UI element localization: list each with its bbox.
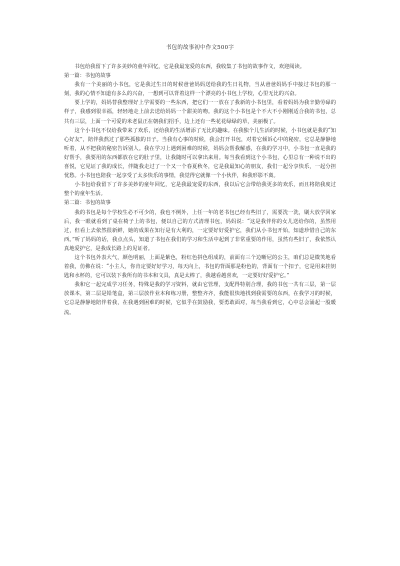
section-heading: 第一篇：书包的故事: [64, 73, 111, 80]
body-paragraph: 我的书包是每个学校生必不可少的，我也不例外，上任一年的老书包已经有些旧了，需要洗一洗，刷大放学回家后，我一眼就看到了桌在椅子上的书包，便以自己的方式清理书包，妈妈说：“这是我伴你的女儿送给你的，虽然用过，但看上去依然很新鲜，她的成果在知行是有大利的，一定要好好爱护它，我们从小书包开始，知道珍惜自己的东西。”听了妈妈的话，我点点头，知道了书包在我们的学习和生活中起到了非常重要的作用，虽然有些旧了，我依然认真地爱护它，是我成长路上的见证者。: [64, 209, 336, 252]
body-paragraph: 这个书包外表大气，颜色明丽，上面是紫色，粉红色拼色组成的，前面有三个边晰尼的公主，咱们总是微笑地看着我，仿佛在说：“小主人，你肯定要好好学习，每天向上，书包的背面那是粉色的，背面有一个扣子，它是用来挂钥匙和水杯的，它可以装下我所有的书本和文具，真是太棒了，我越看越喜欢，一定要好好爱护它。”: [64, 254, 336, 280]
body-paragraph: 这个小书包不仅给我带来了欢乐，还给我的生活增添了无比的趣味。在我独个儿生活的时候，小书包就是我的“知心好友”，陪伴我熬过了那些孤独的日子。当我有心事的时候，我会打开书包，对着它倾诉心中的秘密，它总是静静地听着，从不把我的秘密告诉别人。我在学习上遇到困难的时候，妈妈会帮我解惑，在我的学习中，小书包一直是我的好帮手，我要用的东西都放在它的肚子里，让我随时可以拿出来用。每当我看到这个小书包，心里总有一种说不出的喜悦，它见证了我的成长，伴随我走过了一个又一个春夏秋冬，它是我最知心的朋友，我们一起分享快乐，一起分担忧愁。小书包也陪我一起享受了太多快乐的事情，我觉得它就像一个小伙伴，和我形影不离。: [64, 127, 336, 180]
body-paragraph: 要上学的，妈妈替我整理好上学需要的一些东西，把它们一一放在了我新的小书包里，看着妈妈为我辛勤劳碌的样子，我感到很幸福，轻轻地走上前去送给妈妈一个甜美的吻。我的这个小书包是个不大不小刚刚适合我的书包，总共有三层，上面一个可爱的米老鼠正在朝我们招手，边上还有一些花花绿绿的草，美丽极了。: [64, 100, 336, 125]
document-title: 书包的故事初中作文500字: [165, 45, 235, 51]
body-paragraph: 书包给我留下了许多美妙的童年回忆，它是我最宠爱的东西，我收集了书包的故事作文，欢迎阅读。: [74, 64, 305, 70]
document-body: [64, 63, 336, 318]
section-heading: 第二篇：书包的故事: [64, 200, 111, 207]
body-paragraph: 我和它一起完成学习任务，特殊是我的学习资料，就由它管理，支配得特别合理，我的书包一共有三层，第一层放课本，第二层是铅笔盒，第三层放作业本和练习册，整整齐齐，我能很快地找到我需要的东西，在我学习的时候，它总是静静地陪伴着我，在我遇到困难的时候，它似乎在鼓励我，要勇敢面对，每当我看到它，心中总会涌起一股暖流。: [64, 282, 336, 316]
body-paragraph: 小书包给我留下了许多美妙的童年回忆，它是我最宠爱的东西，我以后它会带给我更多的欢乐，而且将陪我度过整个的童年生活。: [64, 182, 336, 198]
body-paragraph: 我有一个美丽的小书包，它是我过生日的时候爸爸妈妈送给我的生日礼物，当从爸爸妈妈手中接过书包的那一刻，我的心情不知道有多么的兴奋，一想到可以背着这样一个漂亮的小书包上学校，心里无比的兴奋。: [64, 82, 336, 98]
